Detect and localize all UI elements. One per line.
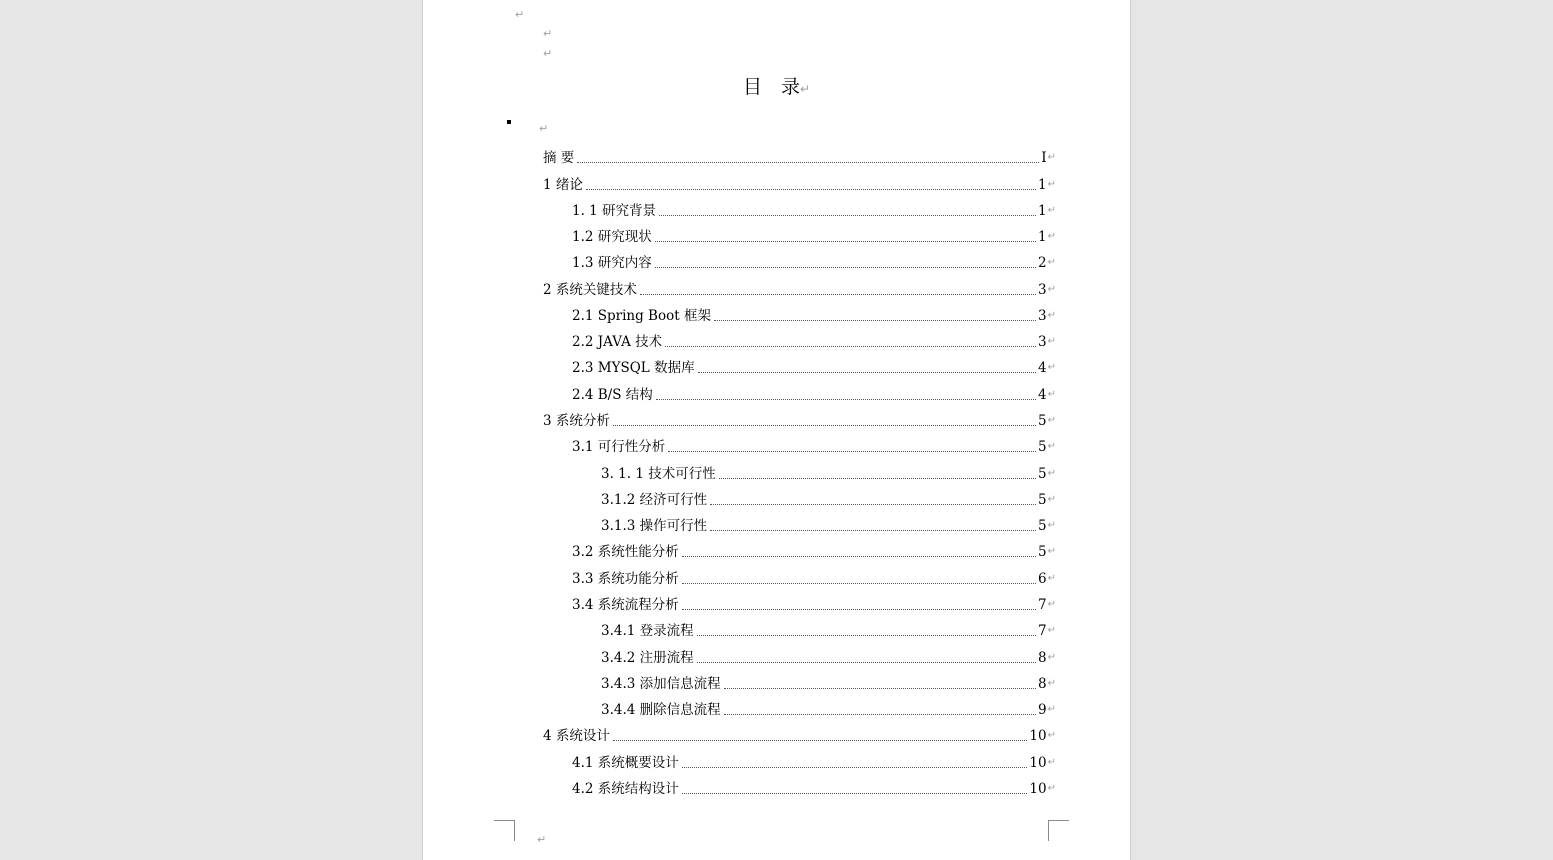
- dot-leader: [640, 293, 1036, 295]
- toc-entry[interactable]: [543, 149, 1056, 167]
- paragraph-mark: ↵: [1047, 757, 1056, 768]
- paragraph-mark: ↵: [1047, 704, 1056, 715]
- toc-entry-page: 6: [1038, 571, 1047, 587]
- toc-entry-page: 10: [1029, 755, 1047, 771]
- dot-leader: [659, 214, 1036, 216]
- toc-entry-page: 10: [1029, 781, 1047, 797]
- dot-leader: [656, 398, 1036, 400]
- dot-leader: [613, 424, 1036, 426]
- toc-entry[interactable]: [601, 649, 1056, 667]
- toc-entry[interactable]: [572, 780, 1056, 798]
- paragraph-mark: ↵: [1047, 783, 1056, 794]
- dot-leader: [655, 240, 1036, 242]
- paragraph-mark: ↵: [543, 27, 553, 40]
- dot-leader: [719, 477, 1036, 479]
- toc-entry[interactable]: [601, 517, 1056, 535]
- toc-entry[interactable]: [601, 701, 1056, 719]
- dot-leader: [698, 371, 1036, 373]
- toc-entry-label: 1.3 研究内容: [572, 255, 652, 271]
- toc-entry[interactable]: [572, 202, 1056, 220]
- dot-leader: [710, 503, 1036, 505]
- toc-entry[interactable]: [572, 438, 1056, 456]
- toc-entry-page: I: [1041, 150, 1047, 166]
- toc-entry-page: 10: [1029, 728, 1047, 744]
- toc-entry-label: 2.4 B/S 结构: [572, 387, 653, 403]
- toc-entry-label: 3.3 系统功能分析: [572, 571, 679, 587]
- dot-leader: [668, 450, 1036, 452]
- paragraph-mark: ↵: [1047, 362, 1056, 373]
- page-corner-mark-right: [1048, 820, 1069, 841]
- toc-entry-label: 4 系统设计: [543, 728, 610, 744]
- toc-entry-page: 5: [1038, 439, 1047, 455]
- paragraph-mark: ↵: [1047, 546, 1056, 557]
- paragraph-mark: ↵: [1047, 494, 1056, 505]
- toc-entry[interactable]: [572, 307, 1056, 325]
- toc-entry-page: 7: [1038, 623, 1047, 639]
- toc-entry-page: 5: [1038, 544, 1047, 560]
- page-corner-mark-left: [494, 820, 515, 841]
- paragraph-mark: ↵: [1047, 205, 1056, 216]
- dot-leader: [586, 188, 1036, 190]
- paragraph-mark: ↵: [799, 82, 811, 96]
- list-bullet-marker: [507, 120, 511, 124]
- paragraph-mark: ↵: [1047, 441, 1056, 452]
- paragraph-mark: ↵: [1047, 231, 1056, 242]
- toc-entry-label: 3.1.3 操作可行性: [601, 518, 708, 534]
- toc-entry-label: 1.2 研究现状: [572, 229, 652, 245]
- toc-entry-page: 3: [1038, 334, 1047, 350]
- dot-leader: [655, 266, 1036, 268]
- paragraph-mark: ↵: [1047, 310, 1056, 321]
- toc-entry-label: 3.2 系统性能分析: [572, 544, 679, 560]
- paragraph-mark: ↵: [1047, 730, 1056, 741]
- toc-entry-label: 3.1.2 经济可行性: [601, 492, 708, 508]
- toc-entry-label: 摘 要: [543, 150, 575, 166]
- paragraph-mark: ↵: [1047, 336, 1056, 347]
- paragraph-mark: ↵: [1047, 678, 1056, 689]
- toc-entry-label: 3.1 可行性分析: [572, 439, 666, 455]
- toc-entry-page: 1: [1038, 203, 1047, 219]
- toc-entry-page: 9: [1038, 702, 1047, 718]
- dot-leader: [697, 661, 1036, 663]
- toc-entry-page: 8: [1038, 650, 1047, 666]
- toc-entry-page: 5: [1038, 466, 1047, 482]
- toc-title[interactable]: [423, 72, 1130, 99]
- paragraph-mark: ↵: [1047, 652, 1056, 663]
- toc-entry[interactable]: [601, 465, 1056, 483]
- toc-entry-page: 1: [1038, 229, 1047, 245]
- paragraph-mark: ↵: [1047, 599, 1056, 610]
- toc-entry-page: 1: [1038, 177, 1047, 193]
- toc-entry-label: 4.1 系统概要设计: [572, 755, 679, 771]
- toc-entry-label: 4.2 系统结构设计: [572, 781, 679, 797]
- dot-leader: [682, 792, 1028, 794]
- toc-entry[interactable]: [572, 228, 1056, 246]
- paragraph-mark: ↵: [1047, 625, 1056, 636]
- toc-entry[interactable]: [601, 491, 1056, 509]
- toc-entry-page: 4: [1038, 387, 1047, 403]
- paragraph-mark: ↵: [1047, 179, 1056, 190]
- toc-entry-label: 3.4.2 注册流程: [601, 650, 694, 666]
- toc-entry[interactable]: [601, 622, 1056, 640]
- toc-entry[interactable]: [572, 254, 1056, 272]
- toc-entry[interactable]: [572, 386, 1056, 404]
- dot-leader: [577, 161, 1039, 163]
- paragraph-mark: ↵: [539, 122, 549, 135]
- dot-leader: [682, 555, 1036, 557]
- toc-entry[interactable]: [572, 754, 1056, 772]
- toc-entry-page: 3: [1038, 308, 1047, 324]
- toc-entry-label: 3.4 系统流程分析: [572, 597, 679, 613]
- paragraph-mark: ↵: [1047, 257, 1056, 268]
- dot-leader: [710, 529, 1036, 531]
- dot-leader: [682, 608, 1036, 610]
- paragraph-mark: ↵: [1047, 389, 1056, 400]
- toc-entry[interactable]: [543, 176, 1056, 194]
- toc-entry-label: 2.3 MYSQL 数据库: [572, 360, 695, 376]
- toc-entry[interactable]: [543, 281, 1056, 299]
- dot-leader: [714, 319, 1036, 321]
- dot-leader: [682, 582, 1036, 584]
- paragraph-mark: ↵: [1047, 152, 1056, 163]
- toc-entry-page: 2: [1038, 255, 1047, 271]
- toc-entry-label: 1. 1 研究背景: [572, 203, 657, 219]
- toc-entry-page: 4: [1038, 360, 1047, 376]
- toc-entry-page: 3: [1038, 282, 1047, 298]
- toc-entry-label: 2 系统关键技术: [543, 282, 637, 298]
- paragraph-mark: ↵: [543, 47, 553, 60]
- toc-entry-page: 5: [1038, 518, 1047, 534]
- toc-entry-page: 5: [1038, 413, 1047, 429]
- dot-leader: [665, 345, 1036, 347]
- toc-entry[interactable]: [572, 596, 1056, 614]
- toc-entry-label: 3 系统分析: [543, 413, 610, 429]
- toc-entry-page: 8: [1038, 676, 1047, 692]
- toc-entry-label: 3. 1. 1 技术可行性: [601, 466, 716, 482]
- toc-entry[interactable]: [543, 727, 1056, 745]
- toc-entry[interactable]: [572, 570, 1056, 588]
- toc-entry-label: 1 绪论: [543, 177, 583, 193]
- dot-leader: [682, 766, 1028, 768]
- toc-entry[interactable]: [543, 412, 1056, 430]
- toc-entry[interactable]: [572, 333, 1056, 351]
- toc-title-text: 目 录: [742, 76, 800, 98]
- toc-entry-page: 7: [1038, 597, 1047, 613]
- toc-entry[interactable]: [572, 359, 1056, 377]
- toc-entry-label: 2.1 Spring Boot 框架: [572, 308, 711, 324]
- toc-entry[interactable]: [572, 543, 1056, 561]
- paragraph-mark: ↵: [515, 8, 525, 21]
- dot-leader: [724, 713, 1036, 715]
- paragraph-mark: ↵: [1047, 520, 1056, 531]
- dot-leader: [724, 687, 1036, 689]
- paragraph-mark: ↵: [1047, 284, 1056, 295]
- paragraph-mark: ↵: [1047, 468, 1056, 479]
- dot-leader: [697, 634, 1036, 636]
- toc-entry-label: 3.4.1 登录流程: [601, 623, 694, 639]
- paragraph-mark: ↵: [1047, 415, 1056, 426]
- toc-entry-label: 2.2 JAVA 技术: [572, 334, 663, 350]
- dot-leader: [613, 739, 1028, 741]
- toc-entry[interactable]: [601, 675, 1056, 693]
- paragraph-mark: ↵: [1047, 573, 1056, 584]
- document-page[interactable]: [422, 0, 1131, 860]
- paragraph-mark: ↵: [537, 833, 547, 846]
- toc-entry-page: 5: [1038, 492, 1047, 508]
- toc-entry-label: 3.4.4 删除信息流程: [601, 702, 721, 718]
- toc-entry-label: 3.4.3 添加信息流程: [601, 676, 721, 692]
